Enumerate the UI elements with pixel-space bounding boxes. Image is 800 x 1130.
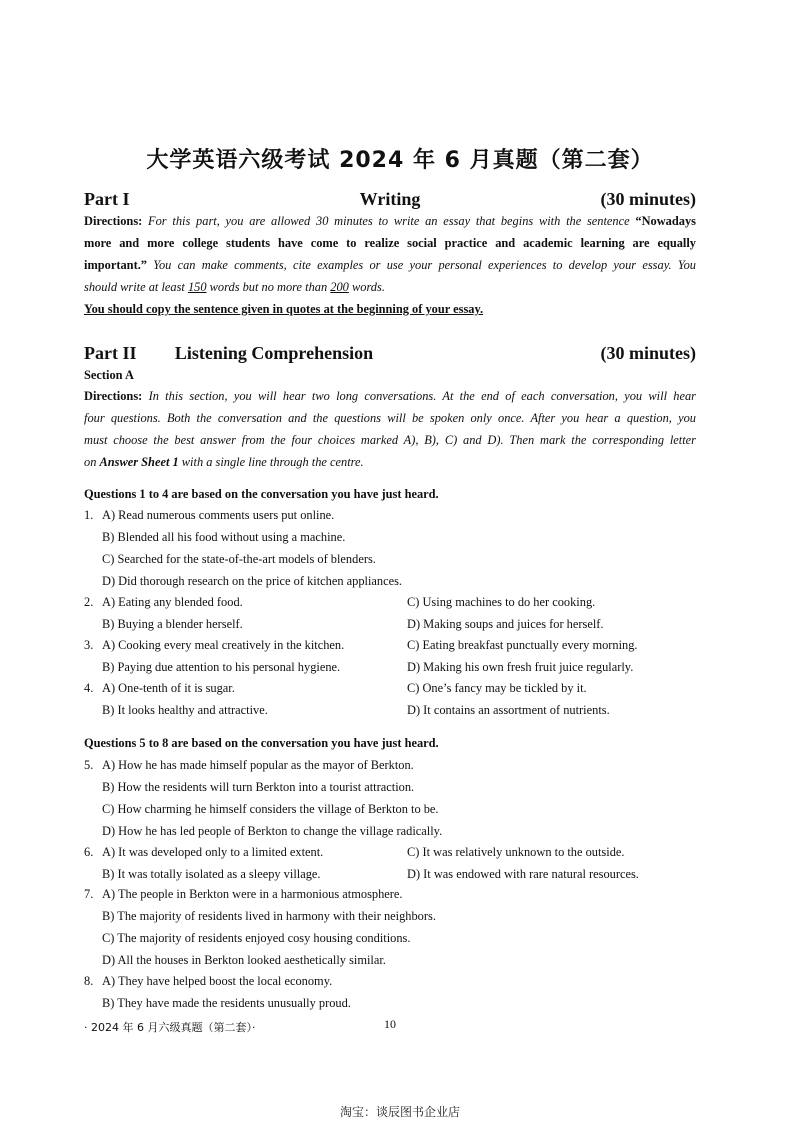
part2-header [84,343,696,367]
part2-dir-line3: must choose the best answer from the four choices marked A), B), C) and D). Then mark the corresponding letter [84,433,696,447]
part2-dir-line4a: on [84,455,97,469]
part2-dir-line2: four questions. Both the conversation and the questions will be spoken only once. After you hear a question, you [84,411,696,425]
part2-time: (30 minutes) [600,343,696,363]
option-d: D) How he has led people of Berkton to change the village radically. [102,824,443,838]
option-c: C) Using machines to do her cooking. [407,595,596,609]
part2-dir-line4b: with a single line through the centre. [181,455,364,469]
group2-heading: Questions 5 to 8 are based on the conversation you have just heard. [84,736,439,750]
question-number: 2. [84,595,94,609]
option-d: D) Making his own fresh fruit juice regularly. [407,660,634,674]
option-a: A) They have helped boost the local economy. [102,974,333,988]
page-number: 10 [384,1017,396,1031]
option-b: B) They have made the residents unusually proud. [102,996,351,1010]
option-c: C) It was relatively unknown to the outside. [407,845,625,859]
question-number: 5. [84,758,94,772]
question-number: 7. [84,887,94,901]
option-c: C) How charming he himself considers the village of Berkton to be. [102,802,439,816]
option-a: A) Read numerous comments users put online. [102,508,335,522]
option-c: C) One’s fancy may be tickled by it. [407,681,587,695]
part2-name: Listening Comprehension [174,343,374,363]
option-d: D) It contains an assortment of nutrients. [407,703,610,717]
question-number: 3. [84,638,94,652]
question-number: 8. [84,974,94,988]
part1-dir-label: Directions: [84,214,143,228]
option-a: A) It was developed only to a limited extent. [102,845,324,859]
question-number: 4. [84,681,94,695]
part1-directions [84,210,696,320]
group1-heading: Questions 1 to 4 are based on the conversation you have just heard. [84,487,439,501]
option-d: D) It was endowed with rare natural resources. [407,867,639,881]
shop-watermark: 淘宝：谈辰图书企业店 [339,1105,460,1119]
option-d: D) All the houses in Berkton looked aesthetically similar. [102,953,386,967]
footer-label: · 2024 年 6 月六级真题（第二套）· [84,1021,256,1034]
part1-max-words: 200 [330,280,349,294]
option-a: A) One-tenth of it is sugar. [102,681,235,695]
option-c: C) The majority of residents enjoyed cosy housing conditions. [102,931,411,945]
answer-sheet-label: Answer Sheet 1 [99,455,179,469]
part2-dir-label: Directions: [84,389,143,403]
option-b: B) It looks healthy and attractive. [102,703,268,717]
option-b: B) The majority of residents lived in harmony with their neighbors. [102,909,436,923]
option-c: C) Searched for the state-of-the-art models of blenders. [102,552,376,566]
part1-dir-line3: You can make comments, cite examples or use your personal experiences to develop your essay. You [153,258,696,272]
part1-dir-line4a: should write at least [84,280,185,294]
part2-label: Part II [84,343,137,363]
section-a-label: Section A [84,368,134,382]
option-d: D) Did thorough research on the price of kitchen appliances. [102,574,403,588]
option-c: C) Eating breakfast punctually every morning. [407,638,638,652]
option-d: D) Making soups and juices for herself. [407,617,604,631]
part1-dir-quote-end: important.” [84,258,147,272]
question-number: 1. [84,508,94,522]
option-b: B) Buying a blender herself. [102,617,243,631]
part2-dir-line1: In this section, you will hear two long conversations. At the end of each conversation, you will hear [148,389,697,403]
option-a: A) Eating any blended food. [102,595,243,609]
part1-dir-line4b: words but no more than [209,280,328,294]
part1-copy-note: You should copy the sentence given in quotes at the beginning of your essay. [84,302,484,316]
option-b: B) How the residents will turn Berkton into a tourist attraction. [102,780,415,794]
option-a: A) Cooking every meal creatively in the kitchen. [102,638,345,652]
part1-dir-line2: more and more college students have come to realize social practice and academic learning are equally [84,236,696,250]
part1-time: (30 minutes) [600,189,696,209]
option-b: B) Blended all his food without using a machine. [102,530,346,544]
option-a: A) The people in Berkton were in a harmonious atmosphere. [102,887,403,901]
option-b: B) It was totally isolated as a sleepy village. [102,867,321,881]
part1-name: Writing [359,189,421,209]
part1-dir-line4c: words. [351,280,385,294]
option-a: A) How he has made himself popular as the mayor of Berkton. [102,758,414,772]
question-number: 6. [84,845,94,859]
part1-dir-quote-start: “Nowadays [635,214,696,228]
part2-directions [84,385,696,473]
option-b: B) Paying due attention to his personal hygiene. [102,660,341,674]
part1-min-words: 150 [187,280,207,294]
part1-dir-line1: For this part, you are allowed 30 minutes to write an essay that begins with the sentence [148,214,630,228]
page-title: 大学英语六级考试 2024 年 6 月真题（第二套） [146,148,654,173]
part1-label: Part I [84,189,130,209]
